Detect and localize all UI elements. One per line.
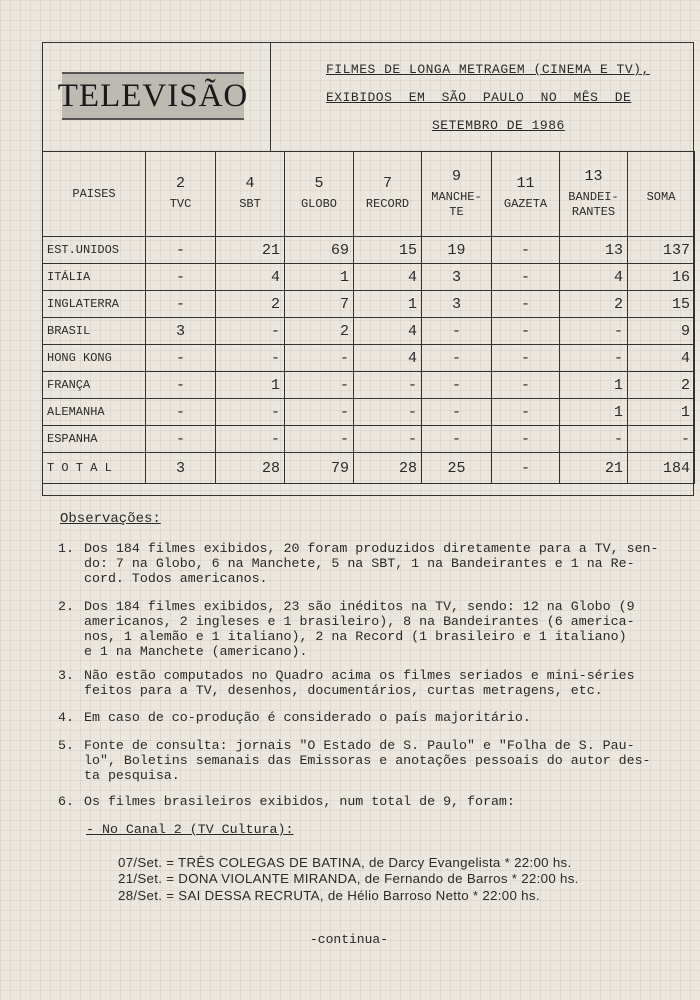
value-cell: - [146, 372, 216, 399]
value-cell: 9 [628, 318, 695, 345]
value-cell: 4 [354, 318, 422, 345]
value-cell: 137 [628, 237, 695, 264]
value-cell: 1 [560, 372, 628, 399]
value-cell: 15 [354, 237, 422, 264]
note-5: 5. Fonte de consulta: jornais "O Estado de S. Paulo" e "Folha de S. Pau- lo", Boletins semanais das Emissoras e anotações pessoais do autor des- ta pesquisa. [58, 738, 651, 783]
value-cell: - [492, 318, 560, 345]
value-cell: 13 [560, 237, 628, 264]
value-cell: - [285, 345, 354, 372]
televisao-logo [57, 72, 249, 120]
value-cell: - [354, 372, 422, 399]
country-cell: ALEMANHA [43, 399, 146, 426]
value-cell: 25 [422, 453, 492, 484]
film-item: 07/Set. = TRÊS COLEGAS DE BATINA, de Darcy Evangelista * 22:00 hs. [118, 855, 572, 870]
value-cell: - [216, 426, 285, 453]
value-cell: - [560, 426, 628, 453]
note-2: 2. Dos 184 filmes exibidos, 23 são inéditos na TV, sendo: 12 na Globo (9 americanos, 2 ingleses e 1 brasileiro), 8 na Bandeirantes (6 america- nos, 1 alemão e 1 italiano), 2 na Record (1 brasileiro e 1 italiano) e 1 na Manchete (americano). [58, 599, 635, 659]
table-row [43, 399, 695, 426]
value-cell: - [146, 291, 216, 318]
value-cell: 2 [628, 372, 695, 399]
value-cell: - [146, 399, 216, 426]
value-cell: 184 [628, 453, 695, 484]
value-cell: 28 [354, 453, 422, 484]
col-header-globo: 5 GLOBO [285, 152, 354, 237]
value-cell: 1 [285, 264, 354, 291]
value-cell: - [422, 318, 492, 345]
value-cell: 4 [560, 264, 628, 291]
value-cell: 3 [422, 264, 492, 291]
value-cell: 21 [216, 237, 285, 264]
col-header-soma: SOMA [628, 152, 695, 237]
value-cell: 19 [422, 237, 492, 264]
value-cell: 2 [560, 291, 628, 318]
value-cell: - [146, 345, 216, 372]
films-table [42, 151, 695, 484]
value-cell: - [422, 426, 492, 453]
note-3: 3. Não estão computados no Quadro acima os filmes seriados e mini-séries feitos para a TV, desenhos, documentários, curtas metragens, etc. [58, 668, 635, 698]
table-row [43, 237, 695, 264]
title-line-2: EXIBIDOS EM SÃO PAULO NO MÊS DE [326, 90, 632, 105]
value-cell: 79 [285, 453, 354, 484]
value-cell: - [492, 372, 560, 399]
value-cell: - [492, 237, 560, 264]
value-cell: - [560, 318, 628, 345]
table-row [43, 426, 695, 453]
value-cell: - [422, 399, 492, 426]
value-cell: 1 [354, 291, 422, 318]
value-cell: - [492, 453, 560, 484]
title-line-1: FILMES DE LONGA METRAGEM (CINEMA E TV), [326, 62, 650, 77]
value-cell: - [492, 345, 560, 372]
value-cell: 3 [422, 291, 492, 318]
value-cell: - [354, 426, 422, 453]
value-cell: - [492, 399, 560, 426]
value-cell: 4 [628, 345, 695, 372]
col-header-tvc: 2 TVC [146, 152, 216, 237]
table-row [43, 345, 695, 372]
total-row [43, 453, 695, 484]
value-cell: 3 [146, 318, 216, 345]
table-row [43, 291, 695, 318]
value-cell: 69 [285, 237, 354, 264]
value-cell: 2 [216, 291, 285, 318]
value-cell: - [492, 264, 560, 291]
country-cell: ITÁLIA [43, 264, 146, 291]
value-cell: - [285, 399, 354, 426]
table-row [43, 372, 695, 399]
value-cell: 4 [354, 345, 422, 372]
value-cell: - [216, 399, 285, 426]
col-header-gazeta: 11 GAZETA [492, 152, 560, 237]
title-line-3: SETEMBRO DE 1986 [432, 118, 565, 133]
value-cell: 4 [216, 264, 285, 291]
observations-title: Observações: [60, 511, 161, 527]
country-cell: HONG KONG [43, 345, 146, 372]
table-body [43, 237, 695, 484]
continue-note: -continua- [310, 932, 389, 947]
value-cell: 21 [560, 453, 628, 484]
table-row [43, 264, 695, 291]
corner-label: PAISES [43, 152, 146, 237]
value-cell: - [285, 372, 354, 399]
value-cell: - [354, 399, 422, 426]
value-cell: 16 [628, 264, 695, 291]
value-cell: - [492, 426, 560, 453]
value-cell: 15 [628, 291, 695, 318]
value-cell: - [216, 318, 285, 345]
value-cell: 7 [285, 291, 354, 318]
value-cell: 28 [216, 453, 285, 484]
value-cell: - [216, 345, 285, 372]
film-item: 28/Set. = SAI DESSA RECRUTA, de Hélio Barroso Netto * 22:00 hs. [118, 888, 540, 903]
value-cell: - [285, 426, 354, 453]
note-6: 6. Os filmes brasileiros exibidos, num total de 9, foram: [58, 794, 515, 809]
value-cell: 2 [285, 318, 354, 345]
value-cell: - [628, 426, 695, 453]
value-cell: - [146, 264, 216, 291]
country-cell: EST.UNIDOS [43, 237, 146, 264]
value-cell: 1 [628, 399, 695, 426]
value-cell: - [422, 372, 492, 399]
value-cell: - [560, 345, 628, 372]
value-cell: 1 [216, 372, 285, 399]
value-cell: - [146, 237, 216, 264]
value-cell: - [146, 426, 216, 453]
note-1: 1. Dos 184 filmes exibidos, 20 foram produzidos diretamente para a TV, sen- do: 7 na Globo, 6 na Manchete, 5 na SBT, 1 na Bandeirantes e 1 na Re- cord. Todos americanos. [58, 541, 659, 586]
header-divider [270, 42, 271, 152]
country-cell: FRANÇA [43, 372, 146, 399]
col-header-bandeirantes: 13 BANDEI- RANTES [560, 152, 628, 237]
country-cell: INGLATERRA [43, 291, 146, 318]
table-row [43, 318, 695, 345]
note-4: 4. Em caso de co-produção é considerado o país majoritário. [58, 710, 531, 725]
col-header-sbt: 4 SBT [216, 152, 285, 237]
col-header-record: 7 RECORD [354, 152, 422, 237]
value-cell: - [422, 345, 492, 372]
col-header-manchete: 9 MANCHE- TE [422, 152, 492, 237]
country-cell: T O T A L [43, 453, 146, 484]
logo-text: TELEVISÃO [57, 77, 249, 114]
value-cell: 4 [354, 264, 422, 291]
value-cell: 1 [560, 399, 628, 426]
country-cell: ESPANHA [43, 426, 146, 453]
value-cell: - [492, 291, 560, 318]
canal-2-subheading: - No Canal 2 (TV Cultura): [86, 822, 294, 837]
country-cell: BRASIL [43, 318, 146, 345]
value-cell: 3 [146, 453, 216, 484]
film-item: 21/Set. = DONA VIOLANTE MIRANDA, de Fernando de Barros * 22:00 hs. [118, 871, 579, 886]
